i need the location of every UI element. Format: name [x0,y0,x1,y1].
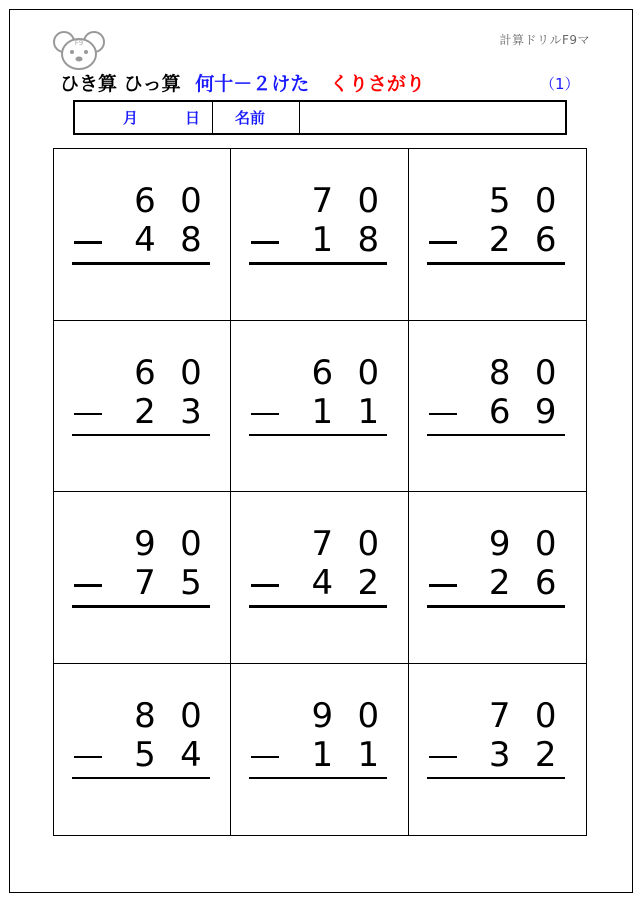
minus-sign [429,756,457,759]
subtrahend-tens-digit: 2 [134,391,156,432]
minus-sign [251,584,279,587]
subtrahend-tens-digit: 5 [134,734,156,775]
minus-sign [429,584,457,587]
answer-line [72,605,210,608]
mouse-logo-icon [52,28,106,72]
subtrahend-tens-digit: 6 [488,391,511,432]
name-field[interactable] [300,102,565,133]
minus-sign [251,413,279,416]
problem-cell[interactable] [231,149,408,321]
answer-line [249,605,387,608]
problem-grid [53,148,587,836]
answer-line [72,777,210,780]
minuend-tens-digit: 8 [134,695,156,736]
minuend-tens-digit: 6 [134,352,156,393]
minuend-tens-digit: 8 [488,352,511,393]
subtrahend-ones-digit: 2 [534,734,557,775]
worksheet-title [60,70,425,98]
problem-cell[interactable] [231,492,408,664]
minuend-ones-digit: 0 [357,524,380,564]
problem-cell[interactable] [54,492,231,664]
minuend-tens-digit: 7 [311,181,334,221]
minuend-ones-digit: 0 [534,181,557,221]
minuend-ones-digit: 0 [357,695,380,736]
problem-cell[interactable] [409,664,586,836]
subtrahend-tens-digit: 1 [311,734,334,775]
name-label: 名前 [213,102,300,133]
problem-cell[interactable] [409,492,586,664]
subtrahend-ones-digit: 1 [357,734,380,775]
answer-line [72,434,210,437]
minuend-tens-digit: 7 [488,695,511,736]
minuend-tens-digit: 9 [311,695,334,736]
month-label: 月 [123,109,139,127]
subtrahend-ones-digit: 3 [180,391,202,432]
title-operation: ひき算 ひっ算 [60,73,181,95]
problem-cell[interactable] [54,149,231,321]
subtrahend-tens-digit: 2 [488,220,511,260]
minuend-ones-digit: 0 [534,695,557,736]
minuend-ones-digit: 0 [534,524,557,564]
minuend-tens-digit: 5 [488,181,511,221]
minus-sign [429,241,457,244]
page-number: （1） [540,75,580,93]
minus-sign [74,756,102,759]
subtrahend-tens-digit: 7 [134,563,156,603]
minuend-tens-digit: 7 [311,524,334,564]
answer-line [427,605,565,608]
minus-sign [74,413,102,416]
minuend-tens-digit: 6 [134,181,156,221]
problem-cell[interactable] [231,321,408,493]
subtrahend-tens-digit: 4 [134,220,156,260]
brand-label: 計算ドリルF9マ [499,33,590,47]
date-field[interactable] [75,102,213,133]
minuend-ones-digit: 0 [357,181,380,221]
subtrahend-ones-digit: 8 [357,220,380,260]
minuend-ones-digit: 0 [180,695,202,736]
problem-cell[interactable] [409,149,586,321]
subtrahend-ones-digit: 1 [357,391,380,432]
minus-sign [429,413,457,416]
minus-sign [74,241,102,244]
subtrahend-tens-digit: 1 [311,391,334,432]
info-row [73,100,567,135]
answer-line [249,434,387,437]
answer-line [72,262,210,265]
answer-line [249,262,387,265]
minuend-tens-digit: 9 [134,524,156,564]
title-borrowing: くりさがり [329,73,425,95]
svg-text:F9: F9 [74,39,84,47]
minuend-ones-digit: 0 [534,352,557,393]
problem-cell[interactable] [54,321,231,493]
subtrahend-tens-digit: 4 [311,563,334,603]
minuend-ones-digit: 0 [180,181,202,221]
problem-cell[interactable] [409,321,586,493]
subtrahend-ones-digit: 4 [180,734,202,775]
minuend-ones-digit: 0 [357,352,380,393]
problem-cell[interactable] [54,664,231,836]
minus-sign [251,241,279,244]
minuend-tens-digit: 9 [488,524,511,564]
subtrahend-ones-digit: 5 [180,563,202,603]
minuend-ones-digit: 0 [180,524,202,564]
minuend-tens-digit: 6 [311,352,334,393]
subtrahend-ones-digit: 6 [534,220,557,260]
subtrahend-ones-digit: 6 [534,563,557,603]
minuend-ones-digit: 0 [180,352,202,393]
minus-sign [251,756,279,759]
subtrahend-ones-digit: 9 [534,391,557,432]
answer-line [427,777,565,780]
subtrahend-ones-digit: 8 [180,220,202,260]
day-label: 日 [184,109,200,127]
answer-line [249,777,387,780]
answer-line [427,434,565,437]
problem-cell[interactable] [231,664,408,836]
minus-sign [74,584,102,587]
answer-line [427,262,565,265]
subtrahend-tens-digit: 3 [488,734,511,775]
subtrahend-tens-digit: 1 [311,220,334,260]
title-problem-type: 何十－２けた [195,73,310,95]
subtrahend-tens-digit: 2 [488,563,511,603]
subtrahend-ones-digit: 2 [357,563,380,603]
